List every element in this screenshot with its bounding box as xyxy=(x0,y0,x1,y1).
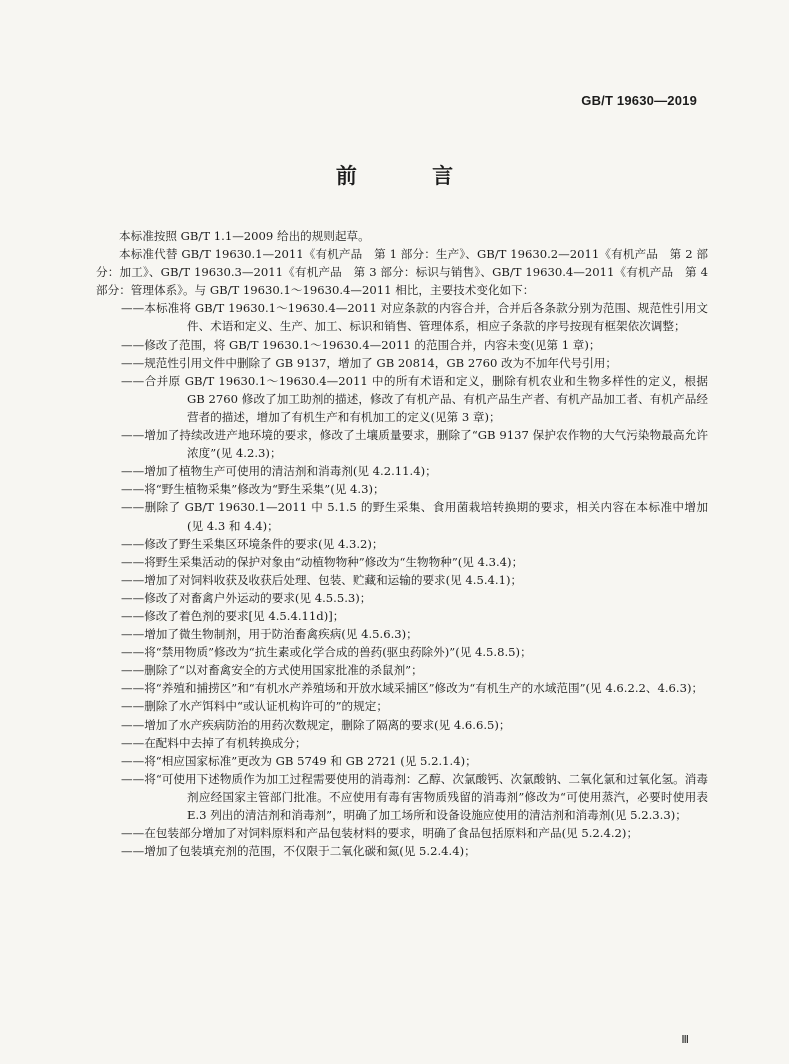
list-item: ——在包装部分增加了对饲料原料和产品包装材料的要求，明确了食品包括原料和产品(见 5.2.4.2)； xyxy=(121,826,639,841)
list-item: ——增加了植物生产可使用的清洁剂和消毒剂(见 4.2.11.4)； xyxy=(121,464,437,479)
list-item: ——增加了对饲料收获及收获后处理、包装、贮藏和运输的要求(见 4.5.4.1)； xyxy=(121,572,523,587)
changes-list xyxy=(96,299,708,860)
list-item: ——修改了范围，将 GB/T 19630.1～19630.4—2011 的范围合并，内容未变(见第 1 章)； xyxy=(121,337,601,352)
page-title: 前 言 xyxy=(335,163,488,188)
list-item: ——增加了水产疾病防治的用药次数规定，删除了隔离的要求(见 4.6.6.5)； xyxy=(121,717,511,732)
list-item: ——修改了着色剂的要求[见 4.5.4.11d)]； xyxy=(121,608,345,623)
list-item: ——本标准将 GB/T 19630.1～19630.4—2011 对应条款的内容合并，合并后各条款分别为范围、规范性引用文件、术语和定义、生产、加工、标识和销售、管理体系，相应子条款的序号按现有框架依次调整； xyxy=(121,301,708,334)
list-item: ——将“可使用下述物质作为加工过程需要使用的消毒剂：乙醇、次氯酸钙、次氯酸钠、二氧化氯和过氧化氢。消毒剂应经国家主管部门批准。不应使用有毒有害物质残留的消毒剂”修改为“可使用蒸汽，必要时使用表 E.3 列出的清洁剂和消毒剂”，明确了加工场所和设备设施应使用的清洁剂和消毒剂(见 5.2.3.3)； xyxy=(121,771,708,822)
page-number: Ⅲ xyxy=(681,1034,689,1046)
list-item: ——删除了 GB/T 19630.1—2011 中 5.1.5 的野生采集、食用菌栽培转换期的要求，相关内容在本标准中增加(见 4.3 和 4.4)； xyxy=(121,500,708,533)
list-item: ——将“野生植物采集”修改为“野生采集”(见 4.3)； xyxy=(121,482,385,497)
paragraph-drafting-rule: 本标准按照 GB/T 1.1—2009 给出的规则起草。 xyxy=(119,229,370,243)
paragraph-replacement: 本标准代替 GB/T 19630.1—2011《有机产品 第 1 部分：生产》、GB/T 19630.2—2011《有机产品 第 2 部分：加工》、GB/T 19630.3—2011《有机产品 第 3 部分：标识与销售》、GB/T 19630.4—2011《有机产品 第 4 部分：管理体系》。与 GB/T 19630.1～19630.4—2011 相比，主要技术变化如下： xyxy=(96,247,708,298)
list-item: ——将“禁用物质”修改为“抗生素或化学合成的兽药(驱虫药除外)”(见 4.5.8.5)； xyxy=(121,645,532,660)
list-item: ——将“相应国家标准”更改为 GB 5749 和 GB 2721 (见 5.2.1.4)； xyxy=(121,753,477,768)
list-item: ——将“养殖和捕捞区”和“有机水产养殖场和开放水域采捕区”修改为“有机生产的水域范围”(见 4.6.2.2、4.6.3)； xyxy=(121,681,704,696)
list-item: ——删除了“以对畜禽安全的方式使用国家批准的杀鼠剂”； xyxy=(121,663,423,678)
list-item: ——修改了野生采集区环境条件的要求(见 4.3.2)； xyxy=(121,536,384,551)
list-item: ——增加了包装填充剂的范围，不仅限于二氧化碳和氮(见 5.2.4.4)； xyxy=(121,844,476,859)
list-item: ——增加了微生物制剂，用于防治畜禽疾病(见 4.5.6.3)； xyxy=(121,627,418,642)
foreword-body xyxy=(96,227,708,860)
list-item: ——将野生采集活动的保护对象由“动植物物种”修改为“生物物种”(见 4.3.4)； xyxy=(121,554,524,569)
standard-code: GB/T 19630—2019 xyxy=(581,93,697,108)
list-item: ——规范性引用文件中删除了 GB 9137，增加了 GB 20814，GB 2760 改为不加年代号引用； xyxy=(121,355,617,370)
list-item: ——删除了水产饵料中“或认证机构许可的”的规定； xyxy=(121,699,388,714)
list-item: ——修改了对畜禽户外运动的要求(见 4.5.5.3)； xyxy=(121,590,372,605)
list-item: ——增加了持续改进产地环境的要求，修改了土壤质量要求，删除了“GB 9137 保护农作物的大气污染物最高允许浓度”(见 4.2.3)； xyxy=(121,428,708,461)
list-item: ——合并原 GB/T 19630.1～19630.4—2011 中的所有术语和定义，删除有机农业和生物多样性的定义，根据 GB 2760 修改了加工助剂的描述，修改了有机产品、有机产品生产者、有机产品加工者、有机产品经营者的描述，增加了有机生产和有机加工的定义(见第 3 章)； xyxy=(121,373,708,424)
list-item: ——在配料中去掉了有机转换成分； xyxy=(121,735,307,750)
